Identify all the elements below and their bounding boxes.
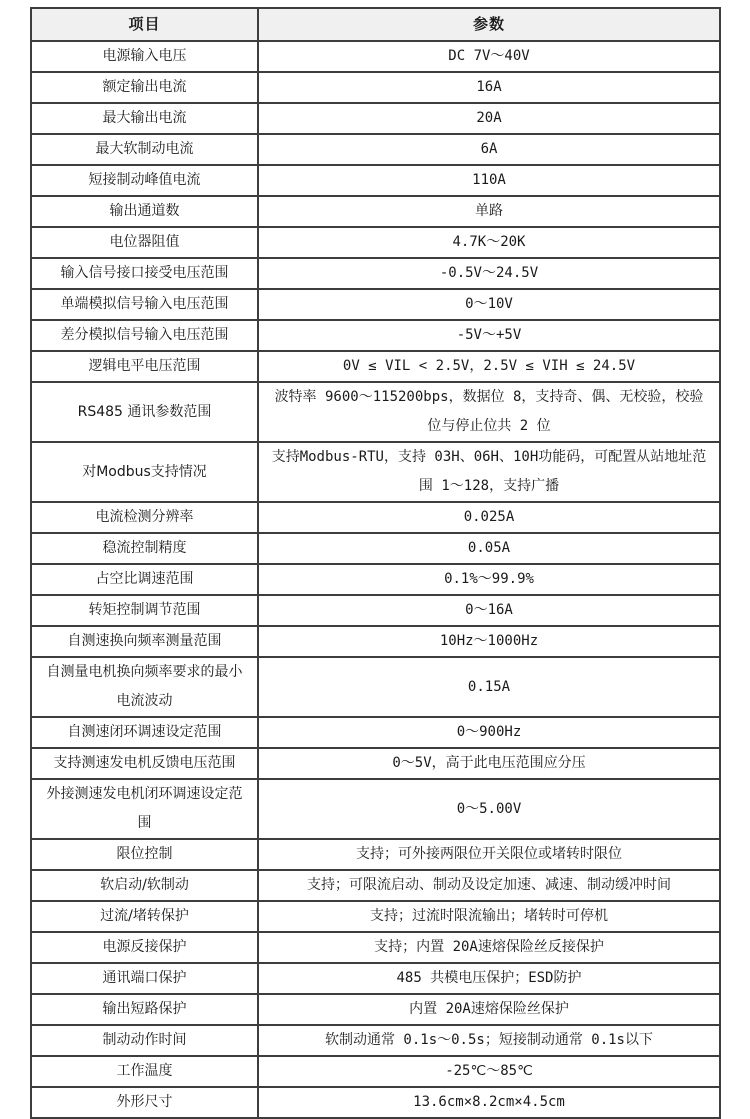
param-cell: -25℃～85℃ bbox=[258, 1056, 720, 1087]
item-cell: 电源输入电压 bbox=[31, 41, 258, 72]
param-cell: 波特率 9600～115200bps，数据位 8，支持奇、偶、无校验，校验位与停止位共 2 位 bbox=[258, 382, 720, 442]
table-row bbox=[31, 963, 720, 994]
table-row bbox=[31, 103, 720, 134]
param-cell: 0V ≤ VIL < 2.5V，2.5V ≤ VIH ≤ 24.5V bbox=[258, 351, 720, 382]
table-header-row bbox=[31, 8, 720, 41]
table-row bbox=[31, 196, 720, 227]
param-cell: 16A bbox=[258, 72, 720, 103]
item-cell: 自测速闭环调速设定范围 bbox=[31, 717, 258, 748]
table-row bbox=[31, 748, 720, 779]
item-cell: 限位控制 bbox=[31, 839, 258, 870]
table-row bbox=[31, 258, 720, 289]
table-row bbox=[31, 289, 720, 320]
param-cell: 0～16A bbox=[258, 595, 720, 626]
param-cell: 支持；可外接两限位开关限位或堵转时限位 bbox=[258, 839, 720, 870]
header-item: 项目 bbox=[31, 8, 258, 41]
param-cell: 支持；内置 20A速熔保险丝反接保护 bbox=[258, 932, 720, 963]
item-cell: 最大输出电流 bbox=[31, 103, 258, 134]
param-cell: 0.15A bbox=[258, 657, 720, 717]
param-cell: 单路 bbox=[258, 196, 720, 227]
item-cell: 制动动作时间 bbox=[31, 1025, 258, 1056]
table-row bbox=[31, 839, 720, 870]
table-row bbox=[31, 351, 720, 382]
table-row bbox=[31, 227, 720, 258]
table-row bbox=[31, 382, 720, 442]
param-cell: DC 7V～40V bbox=[258, 41, 720, 72]
table-row bbox=[31, 502, 720, 533]
item-cell: 对Modbus支持情况 bbox=[31, 442, 258, 502]
table-row bbox=[31, 442, 720, 502]
param-cell: 0～5V，高于此电压范围应分压 bbox=[258, 748, 720, 779]
param-cell: 4.7K～20K bbox=[258, 227, 720, 258]
item-cell: 通讯端口保护 bbox=[31, 963, 258, 994]
item-cell: 外形尺寸 bbox=[31, 1087, 258, 1118]
param-cell: 0～900Hz bbox=[258, 717, 720, 748]
table-row bbox=[31, 72, 720, 103]
table-row bbox=[31, 717, 720, 748]
table-row bbox=[31, 932, 720, 963]
item-cell: 最大软制动电流 bbox=[31, 134, 258, 165]
param-cell: 0～10V bbox=[258, 289, 720, 320]
item-cell: 电位器阻值 bbox=[31, 227, 258, 258]
item-cell: 逻辑电平电压范围 bbox=[31, 351, 258, 382]
item-cell: 自测速换向频率测量范围 bbox=[31, 626, 258, 657]
item-cell: 输出通道数 bbox=[31, 196, 258, 227]
item-cell: 占空比调速范围 bbox=[31, 564, 258, 595]
item-cell: 单端模拟信号输入电压范围 bbox=[31, 289, 258, 320]
param-cell: 软制动通常 0.1s～0.5s；短接制动通常 0.1s以下 bbox=[258, 1025, 720, 1056]
param-cell: 内置 20A速熔保险丝保护 bbox=[258, 994, 720, 1025]
item-cell: 工作温度 bbox=[31, 1056, 258, 1087]
item-cell: 电流检测分辨率 bbox=[31, 502, 258, 533]
table-row bbox=[31, 657, 720, 717]
param-cell: 0.05A bbox=[258, 533, 720, 564]
item-cell: 外接测速发电机闭环调速设定范围 bbox=[31, 779, 258, 839]
item-cell: 转矩控制调节范围 bbox=[31, 595, 258, 626]
param-cell: 6A bbox=[258, 134, 720, 165]
param-cell: 支持；过流时限流输出；堵转时可停机 bbox=[258, 901, 720, 932]
spec-table-body bbox=[31, 41, 720, 1118]
item-cell: 短接制动峰值电流 bbox=[31, 165, 258, 196]
table-row bbox=[31, 626, 720, 657]
item-cell: 过流/堵转保护 bbox=[31, 901, 258, 932]
param-cell: -5V～+5V bbox=[258, 320, 720, 351]
table-row bbox=[31, 994, 720, 1025]
table-row bbox=[31, 320, 720, 351]
table-row bbox=[31, 41, 720, 72]
param-cell: -0.5V～24.5V bbox=[258, 258, 720, 289]
table-row bbox=[31, 1056, 720, 1087]
header-param: 参数 bbox=[258, 8, 720, 41]
param-cell: 10Hz～1000Hz bbox=[258, 626, 720, 657]
table-row bbox=[31, 1087, 720, 1118]
param-cell: 20A bbox=[258, 103, 720, 134]
param-cell: 485 共模电压保护；ESD防护 bbox=[258, 963, 720, 994]
param-cell: 支持Modbus-RTU，支持 03H、06H、10H功能码，可配置从站地址范围 1～128，支持广播 bbox=[258, 442, 720, 502]
table-row bbox=[31, 901, 720, 932]
item-cell: 输入信号接口接受电压范围 bbox=[31, 258, 258, 289]
table-row bbox=[31, 134, 720, 165]
param-cell: 13.6cm×8.2cm×4.5cm bbox=[258, 1087, 720, 1118]
spec-page bbox=[0, 7, 750, 1110]
param-cell: 110A bbox=[258, 165, 720, 196]
table-row bbox=[31, 779, 720, 839]
param-cell: 支持；可限流启动、制动及设定加速、减速、制动缓冲时间 bbox=[258, 870, 720, 901]
item-cell: 支持测速发电机反馈电压范围 bbox=[31, 748, 258, 779]
table-row bbox=[31, 564, 720, 595]
table-row bbox=[31, 165, 720, 196]
table-row bbox=[31, 1025, 720, 1056]
param-cell: 0～5.00V bbox=[258, 779, 720, 839]
item-cell: 自测量电机换向频率要求的最小电流波动 bbox=[31, 657, 258, 717]
item-cell: 电源反接保护 bbox=[31, 932, 258, 963]
item-cell: 差分模拟信号输入电压范围 bbox=[31, 320, 258, 351]
item-cell: 输出短路保护 bbox=[31, 994, 258, 1025]
table-row bbox=[31, 870, 720, 901]
item-cell: 软启动/软制动 bbox=[31, 870, 258, 901]
item-cell: 额定输出电流 bbox=[31, 72, 258, 103]
table-row bbox=[31, 595, 720, 626]
item-cell: 稳流控制精度 bbox=[31, 533, 258, 564]
param-cell: 0.1%～99.9% bbox=[258, 564, 720, 595]
table-row bbox=[31, 533, 720, 564]
spec-table bbox=[30, 7, 721, 1119]
param-cell: 0.025A bbox=[258, 502, 720, 533]
item-cell: RS485 通讯参数范围 bbox=[31, 382, 258, 442]
